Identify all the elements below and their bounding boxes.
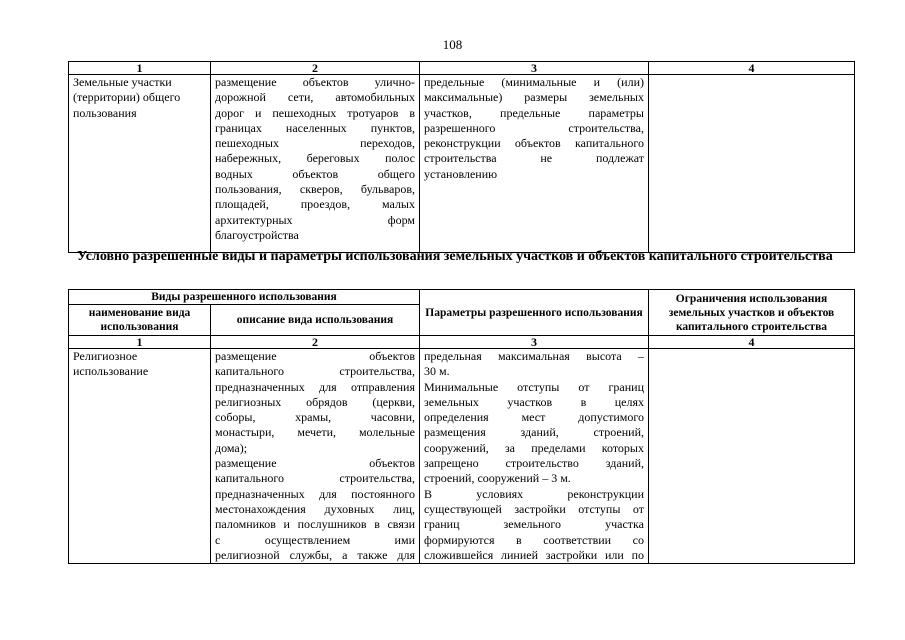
text-line: разрешенного строительства, (424, 120, 644, 135)
text-line: площадей, проездов, малых (215, 197, 415, 212)
text-line: предназначенных для постоянного (215, 486, 415, 501)
use-restrictions (649, 349, 855, 564)
text-line: границах населенных пунктов, (215, 120, 415, 135)
header-parameters: Параметры разрешенного использования (420, 290, 649, 336)
page-number: 108 (442, 37, 463, 52)
text-line: В условиях реконструкции (424, 486, 644, 501)
text-line: местонахождения духовных лиц, (215, 501, 415, 516)
text-line: определения мест допустимого (424, 410, 644, 425)
text-line: пешеходных переходов, (215, 136, 415, 151)
table-top (68, 61, 855, 253)
text-line: формируются в соответствии со (424, 532, 644, 547)
text-line: существующей застройки отступы от (424, 501, 644, 516)
text-line: строительства не подлежат (424, 151, 644, 166)
text-line: строений, сооружений – 3 м. (424, 471, 571, 486)
text-line: соборы, храмы, часовни, (215, 410, 415, 425)
text-line: Минимальные отступы от границ (424, 379, 644, 394)
text-line: сооружений, за пределами которых (424, 440, 644, 455)
text-line: размещение объектов (215, 349, 415, 363)
text-line: границ земельного участка (424, 517, 644, 532)
column-number: 4 (649, 336, 855, 349)
text-line: монастыри, мечети, молельные (215, 425, 415, 440)
text-line: предельная максимальная высота – (424, 349, 644, 363)
text-line: размещение объектов (215, 456, 415, 471)
table-row (69, 349, 855, 564)
use-type-name: Религиозное использование (69, 349, 211, 564)
text-line: капитального строительства, (215, 364, 415, 379)
column-number: 1 (69, 62, 211, 75)
text-line: религиозных обрядов (церкви, (215, 394, 415, 409)
column-number: 4 (649, 62, 855, 75)
column-number-row (69, 62, 855, 75)
text-line: капитального строительства, (215, 471, 415, 486)
header-use-description: описание вида использования (211, 305, 420, 336)
text-line: паломников и послушников в связи (215, 517, 415, 532)
text-line: религиозной службы, а также для (215, 547, 415, 562)
header-group-use-types: Виды разрешенного использования (69, 290, 420, 305)
column-number-row (69, 336, 855, 349)
text-line: размещения зданий, строений, (424, 425, 644, 440)
header-restrictions: Ограничения использования земельных участков и объектов капитального строительства (649, 290, 855, 336)
header-use-name: наименование вида использования (69, 305, 211, 336)
text-line: размещение объектов улично- (215, 75, 415, 89)
table-conditional-uses (68, 289, 855, 564)
header-row (69, 290, 855, 305)
use-parameters (420, 75, 649, 253)
text-line: пользования, скверов, бульваров, (215, 182, 415, 197)
column-number: 2 (211, 336, 420, 349)
column-number: 3 (420, 336, 649, 349)
text-line: дорожной сети, автомобильных (215, 90, 415, 105)
section-title: Условно разрешенные виды и параметры использования земельных участков и объектов капитального строительства (77, 249, 833, 264)
use-type-name: Земельные участки (территории) общего пользования (69, 75, 211, 253)
use-restrictions (649, 75, 855, 253)
use-type-description (211, 75, 420, 253)
column-number: 2 (211, 62, 420, 75)
text-line: водных объектов общего (215, 166, 415, 181)
text-line: 30 м. (424, 364, 450, 379)
text-line: установлению (424, 166, 498, 181)
use-type-description (211, 349, 420, 564)
table-row (69, 75, 855, 253)
text-line: дома); (215, 440, 248, 455)
text-line: сложившейся линией застройки или по (424, 547, 644, 562)
column-number: 1 (69, 336, 211, 349)
text-line: предельные (минимальные и (или) (424, 75, 644, 89)
text-line: благоустройства (215, 227, 299, 242)
text-line: запрещено строительство зданий, (424, 456, 644, 471)
text-line: с осуществлением ими (215, 532, 415, 547)
text-line: набережных, береговых полос (215, 151, 415, 166)
text-line: архитектурных форм (215, 212, 415, 227)
text-line: участков, предельные параметры (424, 105, 644, 120)
use-parameters (420, 349, 649, 564)
text-line: дорог и пешеходных тротуаров в (215, 105, 415, 120)
text-line: реконструкции объектов капитального (424, 136, 644, 151)
text-line: максимальные) размеры земельных (424, 90, 644, 105)
text-line: земельных участков в целях (424, 394, 644, 409)
text-line: предназначенных для отправления (215, 379, 415, 394)
column-number: 3 (420, 62, 649, 75)
